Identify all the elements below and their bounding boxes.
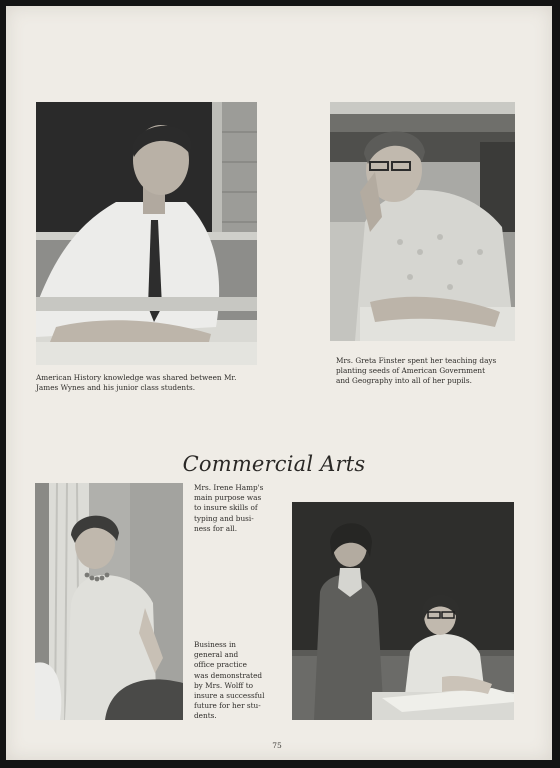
- caption-line: ness for all.: [194, 523, 238, 533]
- caption-line: to insure skills of: [194, 503, 258, 513]
- caption-line: by Mrs. Wolff to: [194, 680, 254, 690]
- photo-mrs-wolff: [292, 502, 514, 720]
- photo-irene-hamp-image: [35, 483, 183, 720]
- section-heading: Commercial Arts: [182, 452, 366, 476]
- caption-line: and Geography into all of her pupils.: [336, 376, 472, 386]
- photo-irene-hamp: [35, 483, 183, 720]
- caption-line: Mrs. Greta Finster spent her teaching days: [336, 356, 497, 365]
- caption-line: Business in: [194, 640, 236, 649]
- photo-greta-finster-image: [330, 102, 515, 341]
- caption-line: planting seeds of American Government: [336, 366, 486, 376]
- photo-mrs-wolff-image: [292, 502, 514, 720]
- caption-line: office practice: [194, 660, 247, 670]
- yearbook-page: [6, 6, 552, 760]
- caption-irene-hamp: [194, 483, 263, 534]
- photo-greta-finster: [330, 102, 515, 341]
- caption-james-wynes: [36, 373, 236, 393]
- caption-line: insure a successful: [194, 691, 265, 701]
- caption-line: James Wynes and his junior class students.: [36, 383, 196, 393]
- caption-line: dents.: [194, 711, 217, 721]
- page-number: 75: [272, 741, 282, 750]
- caption-line: American History knowledge was shared between Mr.: [36, 373, 237, 382]
- caption-line: was demonstrated: [194, 670, 263, 680]
- caption-line: main purpose was: [194, 493, 262, 503]
- photo-james-wynes-image: [36, 102, 257, 365]
- photo-james-wynes: [36, 102, 257, 365]
- caption-mrs-wolff: [194, 640, 264, 722]
- caption-line: general and: [194, 650, 239, 660]
- caption-line: Mrs. Irene Hamp's: [194, 483, 264, 492]
- caption-line: future for her stu-: [194, 701, 261, 711]
- caption-line: typing and busi-: [194, 513, 254, 523]
- caption-greta-finster: [336, 356, 496, 387]
